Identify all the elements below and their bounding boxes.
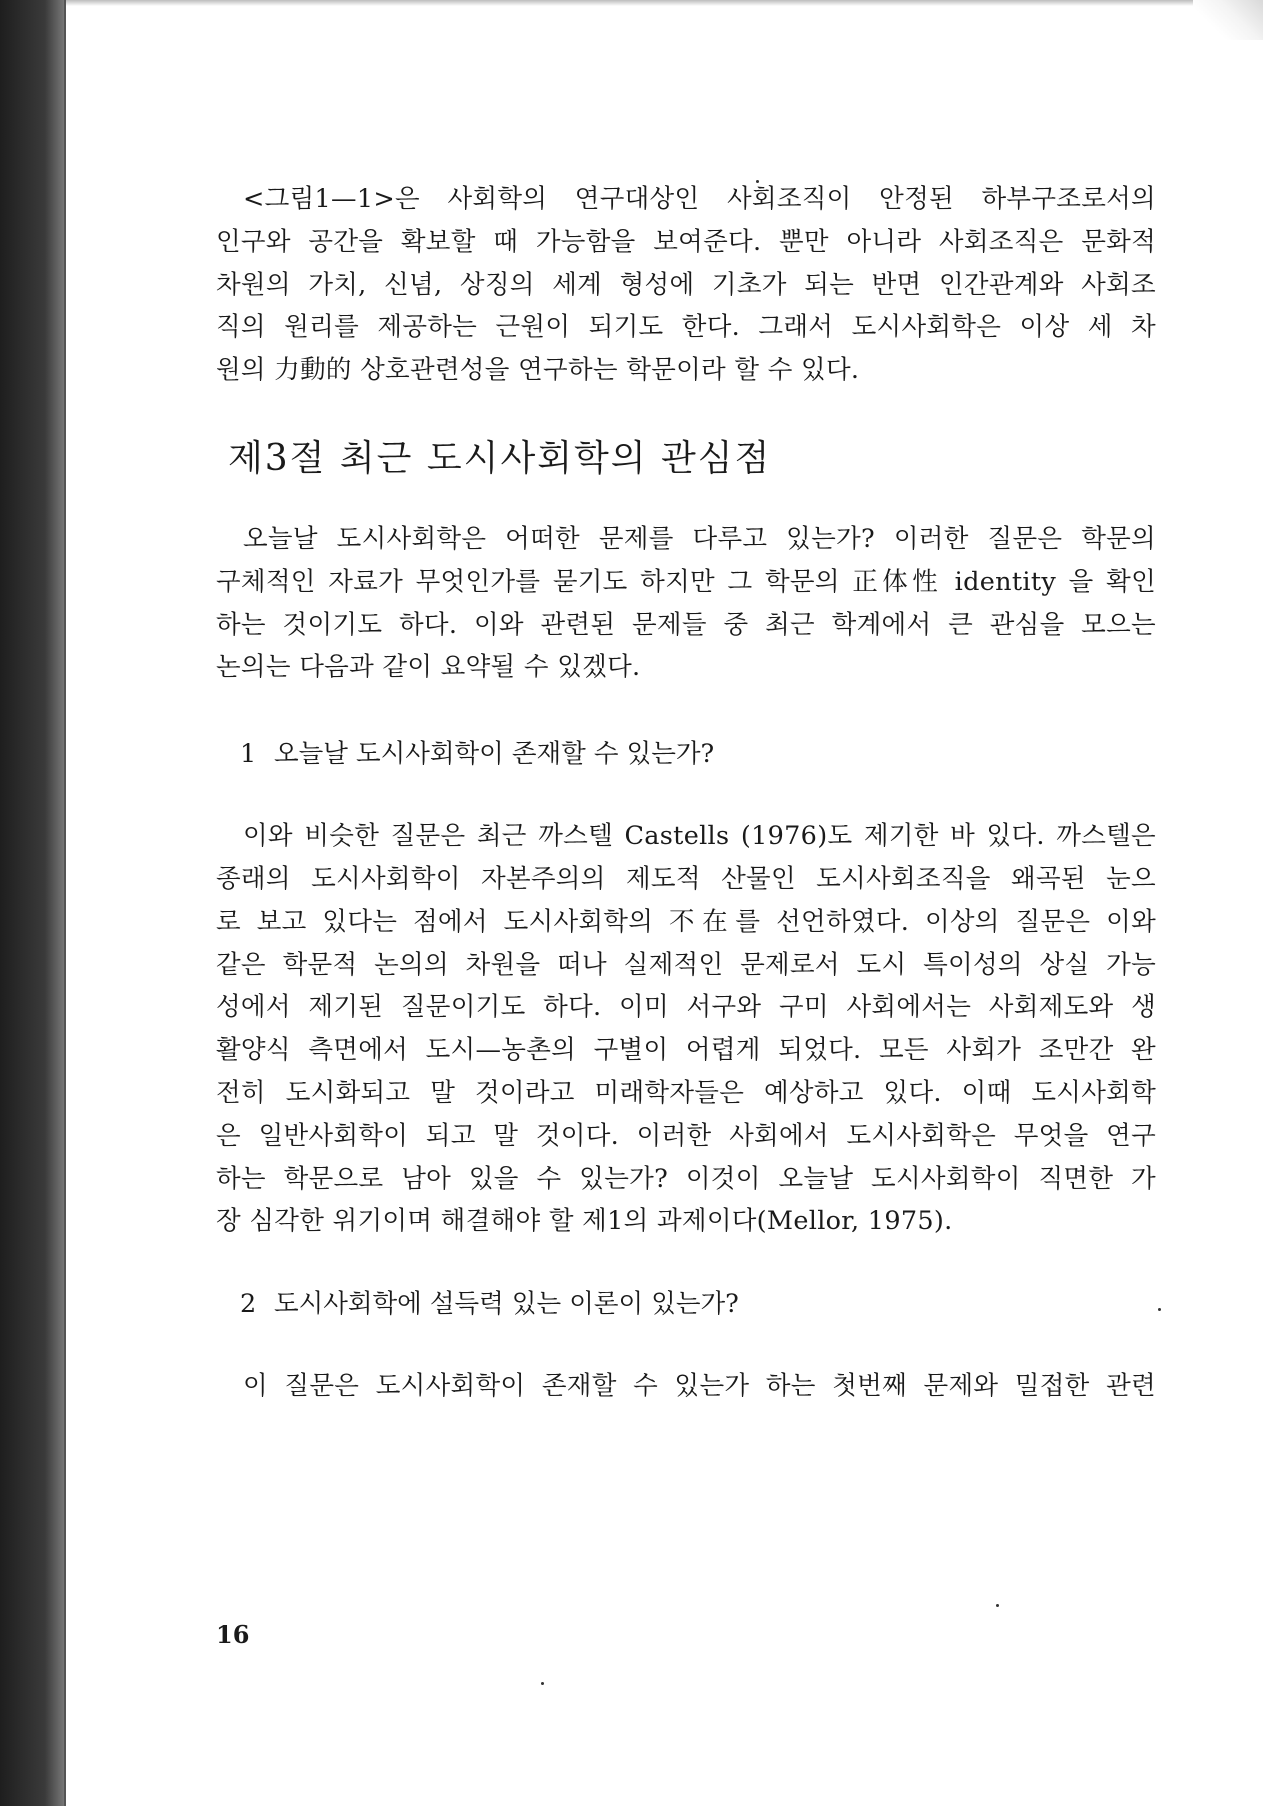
text-line: 이와 비슷한 질문은 최근 까스텔 Castells (1976)도 제기한 바 있다. 까스텔은 xyxy=(243,821,1156,852)
scan-speck xyxy=(541,1682,544,1685)
text-line: 로 보고 있다는 점에서 도시사회학의 不在를 선언하였다. 이상의 질문은 이와 xyxy=(216,906,1156,937)
book-page xyxy=(64,0,1263,1806)
text-line: 차원의 가치, 신념, 상징의 세계 형성에 기초가 되는 반면 인간관계와 사회조 xyxy=(216,269,1156,300)
text-line: 구체적인 자료가 무엇인가를 묻기도 하지만 그 학문의 正体性 identity 을 확인 xyxy=(216,566,1156,597)
text-line: 장 심각한 위기이며 해결해야 할 제1의 과제이다(Mellor, 1975). xyxy=(216,1206,953,1237)
subheading-text: 오늘날 도시사회학이 존재할 수 있는가? xyxy=(274,739,715,770)
subheading-1 xyxy=(216,733,1156,775)
text-line: 인구와 공간을 확보할 때 가능함을 보여준다. 뿐만 아니라 사회조직은 문화적 xyxy=(216,226,1156,257)
text-line: 하는 것이기도 하다. 이와 관련된 문제들 중 최근 학계에서 큰 관심을 모으는 xyxy=(216,609,1156,640)
page-top-shadow xyxy=(66,0,1263,6)
subheading-text: 도시사회학에 설득력 있는 이론이 있는가? xyxy=(274,1289,739,1320)
text-line: 하는 학문으로 남아 있을 수 있는가? 이것이 오늘날 도시사회학이 직면한 가 xyxy=(216,1163,1156,1194)
text-line: 직의 원리를 제공하는 근원이 되기도 한다. 그래서 도시사회학은 이상 세 차 xyxy=(216,312,1156,343)
scan-speck xyxy=(996,1604,999,1607)
text-line: 이 질문은 도시사회학이 존재할 수 있는가 하는 첫번째 문제와 밀접한 관련 xyxy=(243,1371,1156,1402)
scan-background-edge xyxy=(0,0,64,1806)
subheading-number: 2 xyxy=(240,1289,257,1320)
text-line: 전히 도시화되고 말 것이라고 미래학자들은 예상하고 있다. 이때 도시사회학 xyxy=(216,1077,1156,1108)
page-corner-fold xyxy=(1193,0,1263,40)
text-line: 은 일반사회학이 되고 말 것이다. 이러한 사회에서 도시사회학은 무엇을 연구 xyxy=(216,1120,1156,1151)
text-line: 같은 학문적 논의의 차원을 떠나 실제적인 문제로서 도시 특이성의 상실 가능 xyxy=(216,949,1156,980)
text-line: 오늘날 도시사회학은 어떠한 문제를 다루고 있는가? 이러한 질문은 학문의 xyxy=(243,523,1156,554)
page-content xyxy=(216,178,1156,1408)
scan-speck xyxy=(756,180,759,183)
text-line: 종래의 도시사회학이 자본주의의 제도적 산물인 도시사회조직을 왜곡된 눈으 xyxy=(216,863,1156,894)
subheading-2 xyxy=(216,1283,1156,1325)
text-line: 활양식 측면에서 도시—농촌의 구별이 어렵게 되었다. 모든 사회가 조만간 완 xyxy=(216,1035,1156,1066)
section-title: 제3절 최근 도시사회학의 관심점 xyxy=(228,437,772,479)
paragraph-intro xyxy=(216,518,1156,689)
paragraph-figure-explanation xyxy=(216,178,1156,392)
text-line: 성에서 제기된 질문이기도 하다. 이미 서구와 구미 사회에서는 사회제도와 생 xyxy=(216,992,1156,1023)
paragraph-existence xyxy=(216,815,1156,1243)
scan-speck xyxy=(1158,1308,1161,1311)
page-number: 16 xyxy=(216,1620,250,1649)
paragraph-theory xyxy=(216,1365,1156,1408)
subheading-number: 1 xyxy=(240,739,257,770)
text-line: 논의는 다음과 같이 요약될 수 있겠다. xyxy=(216,652,641,683)
text-line: <그림1—1>은 사회학의 연구대상인 사회조직이 안정된 하부구조로서의 xyxy=(243,184,1156,214)
text-line: 원의 力動的 상호관련성을 연구하는 학문이라 할 수 있다. xyxy=(216,355,860,386)
